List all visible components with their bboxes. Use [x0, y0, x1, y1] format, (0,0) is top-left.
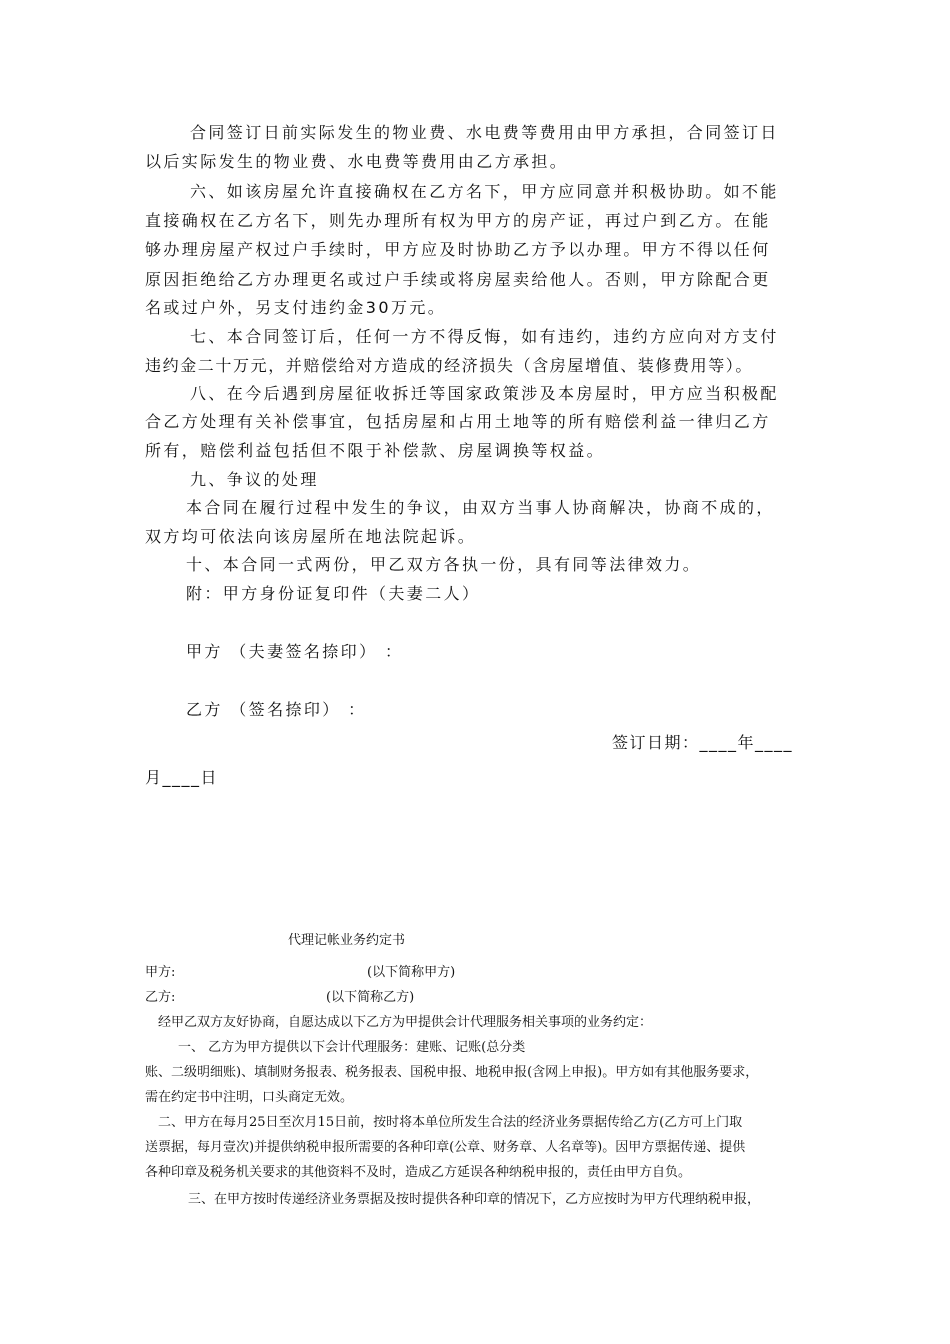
sign-date: 签订日期：____年____ [612, 733, 794, 752]
contract-line: 所有，赔偿利益包括但不限于补偿款、房屋调换等权益。 [145, 441, 606, 460]
party-b-signature: 乙方 （签名捺印） ： [186, 700, 367, 719]
party-a-signature: 甲方 （夫妻签名捺印） ： [186, 642, 404, 661]
agreement-line: 经甲乙双方友好协商，自愿达成以下乙方为甲提供会计代理服务相关事项的业务约定： [158, 1015, 653, 1030]
party-b-note: (以下简称乙方) [326, 990, 415, 1005]
party-a-note: (以下简称甲方) [367, 965, 456, 980]
contract-line: 原因拒绝给乙方办理更名或过户手续或将房屋卖给他人。否则，甲方除配合更 [145, 270, 771, 289]
contract-line: 附：甲方身份证复印件（夫妻二人） [186, 584, 481, 603]
agreement-line: 各种印章及税务机关要求的其他资料不及时，造成乙方延误各种纳税申报的，责任由甲方自负。 [145, 1165, 692, 1180]
agreement-line: 三、在甲方按时传递经济业务票据及按时提供各种印章的情况下，乙方应按时为甲方代理纳税申报， [188, 1192, 761, 1207]
contract-line: 够办理房屋产权过户手续时，甲方应及时协助乙方予以办理。甲方不得以任何 [145, 240, 771, 259]
party-b-label: 乙方: [145, 990, 176, 1005]
contract-line: 十、本合同一式两份，甲乙双方各执一份，具有同等法律效力。 [186, 555, 702, 574]
contract-line: 六、如该房屋允许直接确权在乙方名下，甲方应同意并积极协助。如不能 [190, 182, 779, 201]
contract-line: 名或过户外，另支付违约金30万元。 [145, 298, 447, 317]
sign-date-continued: 月____日 [145, 768, 219, 787]
contract-line: 以后实际发生的物业费、水电费等费用由乙方承担。 [145, 152, 569, 171]
party-a-label: 甲方: [145, 965, 176, 980]
contract-line: 八、在今后遇到房屋征收拆迁等国家政策涉及本房屋时，甲方应当积极配 [190, 384, 779, 403]
contract-line: 合乙方处理有关补偿事宜，包括房屋和占用土地等的所有赔偿利益一律归乙方 [145, 412, 771, 431]
agreement-line: 需在约定书中注明，口头商定无效。 [145, 1090, 354, 1105]
agreement-title: 代理记帐业务约定书 [288, 933, 406, 948]
contract-line: 九、争议的处理 [190, 470, 319, 489]
agreement-line: 送票据，每月壹次)并提供纳税申报所需要的各种印章(公章、财务章、人名章等)。因甲方票据传递、提供 [145, 1140, 746, 1155]
contract-line: 直接确权在乙方名下，则先办理所有权为甲方的房产证，再过户到乙方。在能 [145, 211, 771, 230]
contract-line: 违约金二十万元，并赔偿给对方造成的经济损失（含房屋增值、装修费用等）。 [145, 356, 754, 375]
agreement-line: 账、二级明细账)、填制财务报表、税务报表、国税申报、地税申报(含网上申报)。甲方如有其他服务要求， [145, 1065, 759, 1080]
agreement-line: 一、 乙方为甲方提供以下会计代理服务：建账、记账(总分类 [178, 1040, 526, 1055]
contract-line: 双方均可依法向该房屋所在地法院起诉。 [145, 527, 477, 546]
contract-line: 合同签订日前实际发生的物业费、水电费等费用由甲方承担，合同签订日 [190, 123, 779, 142]
contract-line: 本合同在履行过程中发生的争议，由双方当事人协商解决，协商不成的， [186, 498, 775, 517]
agreement-line: 二、甲方在每月25日至次月15日前，按时将本单位所发生合法的经济业务票据传给乙方(乙方可上门取 [158, 1115, 743, 1130]
contract-line: 七、本合同签订后，任何一方不得反悔，如有违约，违约方应向对方支付 [190, 327, 779, 346]
